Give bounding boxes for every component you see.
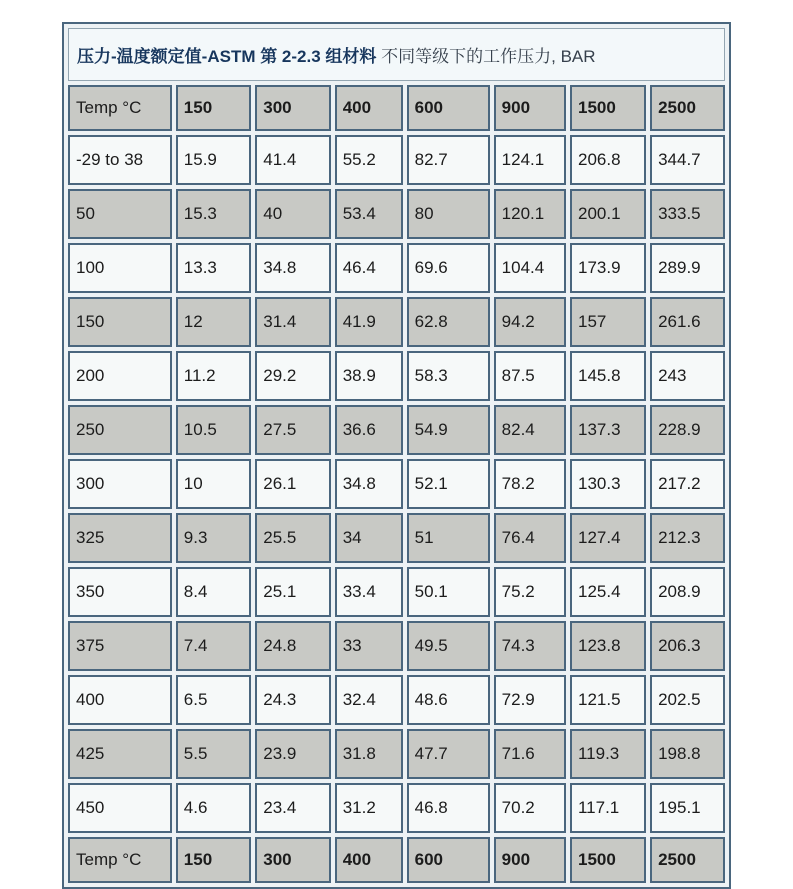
pressure-cell: 54.9	[407, 405, 490, 455]
table-row	[68, 621, 725, 671]
pressure-cell: 58.3	[407, 351, 490, 401]
pressure-cell: 62.8	[407, 297, 490, 347]
pressure-cell: 46.4	[335, 243, 403, 293]
pressure-class-header: 300	[255, 85, 330, 131]
pressure-cell: 40	[255, 189, 330, 239]
pressure-cell: 9.3	[176, 513, 251, 563]
table-row	[68, 783, 725, 833]
temp-cell: 50	[68, 189, 172, 239]
temp-cell: 200	[68, 351, 172, 401]
pressure-cell: 36.6	[335, 405, 403, 455]
pressure-cell: 48.6	[407, 675, 490, 725]
pressure-cell: 33.4	[335, 567, 403, 617]
pressure-cell: 8.4	[176, 567, 251, 617]
temp-cell: -29 to 38	[68, 135, 172, 185]
pressure-cell: 46.8	[407, 783, 490, 833]
pressure-cell: 55.2	[335, 135, 403, 185]
pressure-cell: 47.7	[407, 729, 490, 779]
table-row	[68, 135, 725, 185]
table-title	[68, 28, 725, 81]
pressure-cell: 23.9	[255, 729, 330, 779]
pressure-cell: 25.5	[255, 513, 330, 563]
pressure-cell: 124.1	[494, 135, 566, 185]
pressure-cell: 137.3	[570, 405, 646, 455]
table-row	[68, 513, 725, 563]
pressure-cell: 344.7	[650, 135, 725, 185]
pressure-cell: 202.5	[650, 675, 725, 725]
pressure-cell: 198.8	[650, 729, 725, 779]
temp-cell: 425	[68, 729, 172, 779]
pressure-cell: 5.5	[176, 729, 251, 779]
table-head	[68, 28, 725, 131]
table-row	[68, 351, 725, 401]
pressure-cell: 31.4	[255, 297, 330, 347]
pressure-cell: 82.7	[407, 135, 490, 185]
pressure-cell: 34.8	[255, 243, 330, 293]
pressure-cell: 208.9	[650, 567, 725, 617]
table-foot	[68, 837, 725, 883]
pressure-cell: 74.3	[494, 621, 566, 671]
pressure-cell: 13.3	[176, 243, 251, 293]
temp-cell: 150	[68, 297, 172, 347]
pressure-cell: 49.5	[407, 621, 490, 671]
pressure-class-header: 900	[494, 837, 566, 883]
pressure-cell: 212.3	[650, 513, 725, 563]
table-title-main: 压力-温度额定值-ASTM 第 2-2.3 组材料	[77, 47, 377, 66]
pressure-class-header: 150	[176, 837, 251, 883]
temp-cell: 450	[68, 783, 172, 833]
table-row	[68, 405, 725, 455]
temp-column-header: Temp °C	[68, 837, 172, 883]
pressure-cell: 34.8	[335, 459, 403, 509]
pressure-cell: 41.4	[255, 135, 330, 185]
pressure-cell: 130.3	[570, 459, 646, 509]
pressure-class-header: 2500	[650, 837, 725, 883]
pressure-cell: 127.4	[570, 513, 646, 563]
pressure-cell: 15.3	[176, 189, 251, 239]
pressure-cell: 31.8	[335, 729, 403, 779]
table-row	[68, 675, 725, 725]
table-container	[62, 22, 731, 889]
pressure-cell: 50.1	[407, 567, 490, 617]
pressure-cell: 261.6	[650, 297, 725, 347]
header-row	[68, 85, 725, 131]
pressure-class-header: 2500	[650, 85, 725, 131]
temp-cell: 250	[68, 405, 172, 455]
pressure-cell: 31.2	[335, 783, 403, 833]
pressure-cell: 120.1	[494, 189, 566, 239]
pressure-class-header: 900	[494, 85, 566, 131]
pressure-cell: 69.6	[407, 243, 490, 293]
pressure-cell: 23.4	[255, 783, 330, 833]
table-title-sub: 不同等级下的工作压力, BAR	[381, 47, 596, 66]
temp-cell: 375	[68, 621, 172, 671]
pressure-cell: 200.1	[570, 189, 646, 239]
pressure-cell: 32.4	[335, 675, 403, 725]
pressure-cell: 26.1	[255, 459, 330, 509]
pressure-cell: 78.2	[494, 459, 566, 509]
pressure-cell: 243	[650, 351, 725, 401]
temp-cell: 325	[68, 513, 172, 563]
pressure-cell: 87.5	[494, 351, 566, 401]
table-body	[68, 135, 725, 833]
pressure-class-header: 1500	[570, 85, 646, 131]
pressure-cell: 15.9	[176, 135, 251, 185]
pressure-cell: 94.2	[494, 297, 566, 347]
pressure-cell: 7.4	[176, 621, 251, 671]
pressure-cell: 38.9	[335, 351, 403, 401]
pressure-cell: 145.8	[570, 351, 646, 401]
pressure-cell: 125.4	[570, 567, 646, 617]
pressure-cell: 76.4	[494, 513, 566, 563]
pressure-cell: 11.2	[176, 351, 251, 401]
pressure-cell: 29.2	[255, 351, 330, 401]
pressure-cell: 4.6	[176, 783, 251, 833]
title-row	[68, 28, 725, 81]
temp-cell: 350	[68, 567, 172, 617]
pressure-cell: 10.5	[176, 405, 251, 455]
pressure-cell: 206.8	[570, 135, 646, 185]
pressure-class-header: 600	[407, 85, 490, 131]
pressure-cell: 52.1	[407, 459, 490, 509]
table-row	[68, 459, 725, 509]
pressure-cell: 33	[335, 621, 403, 671]
pressure-cell: 117.1	[570, 783, 646, 833]
pressure-cell: 6.5	[176, 675, 251, 725]
table-row	[68, 567, 725, 617]
pressure-cell: 228.9	[650, 405, 725, 455]
pressure-class-header: 1500	[570, 837, 646, 883]
pressure-cell: 121.5	[570, 675, 646, 725]
pressure-cell: 71.6	[494, 729, 566, 779]
pressure-class-header: 400	[335, 85, 403, 131]
pressure-cell: 80	[407, 189, 490, 239]
temp-cell: 400	[68, 675, 172, 725]
pressure-cell: 27.5	[255, 405, 330, 455]
footer-row	[68, 837, 725, 883]
pressure-cell: 289.9	[650, 243, 725, 293]
table-row	[68, 729, 725, 779]
pressure-class-header: 300	[255, 837, 330, 883]
pressure-cell: 173.9	[570, 243, 646, 293]
temp-cell: 300	[68, 459, 172, 509]
pressure-cell: 10	[176, 459, 251, 509]
table-row	[68, 243, 725, 293]
pressure-cell: 333.5	[650, 189, 725, 239]
temp-column-header: Temp °C	[68, 85, 172, 131]
pressure-cell: 41.9	[335, 297, 403, 347]
temp-cell: 100	[68, 243, 172, 293]
pressure-cell: 206.3	[650, 621, 725, 671]
pressure-cell: 104.4	[494, 243, 566, 293]
pressure-cell: 75.2	[494, 567, 566, 617]
table-row	[68, 189, 725, 239]
pressure-cell: 25.1	[255, 567, 330, 617]
pressure-cell: 51	[407, 513, 490, 563]
pressure-cell: 123.8	[570, 621, 646, 671]
pressure-cell: 195.1	[650, 783, 725, 833]
pressure-cell: 24.8	[255, 621, 330, 671]
pressure-cell: 82.4	[494, 405, 566, 455]
pressure-cell: 24.3	[255, 675, 330, 725]
pressure-class-header: 400	[335, 837, 403, 883]
pressure-cell: 119.3	[570, 729, 646, 779]
pressure-class-header: 600	[407, 837, 490, 883]
pressure-cell: 217.2	[650, 459, 725, 509]
pressure-cell: 53.4	[335, 189, 403, 239]
pressure-temperature-table	[62, 22, 731, 889]
table-row	[68, 297, 725, 347]
pressure-cell: 157	[570, 297, 646, 347]
pressure-cell: 12	[176, 297, 251, 347]
pressure-cell: 34	[335, 513, 403, 563]
pressure-cell: 72.9	[494, 675, 566, 725]
pressure-class-header: 150	[176, 85, 251, 131]
pressure-cell: 70.2	[494, 783, 566, 833]
